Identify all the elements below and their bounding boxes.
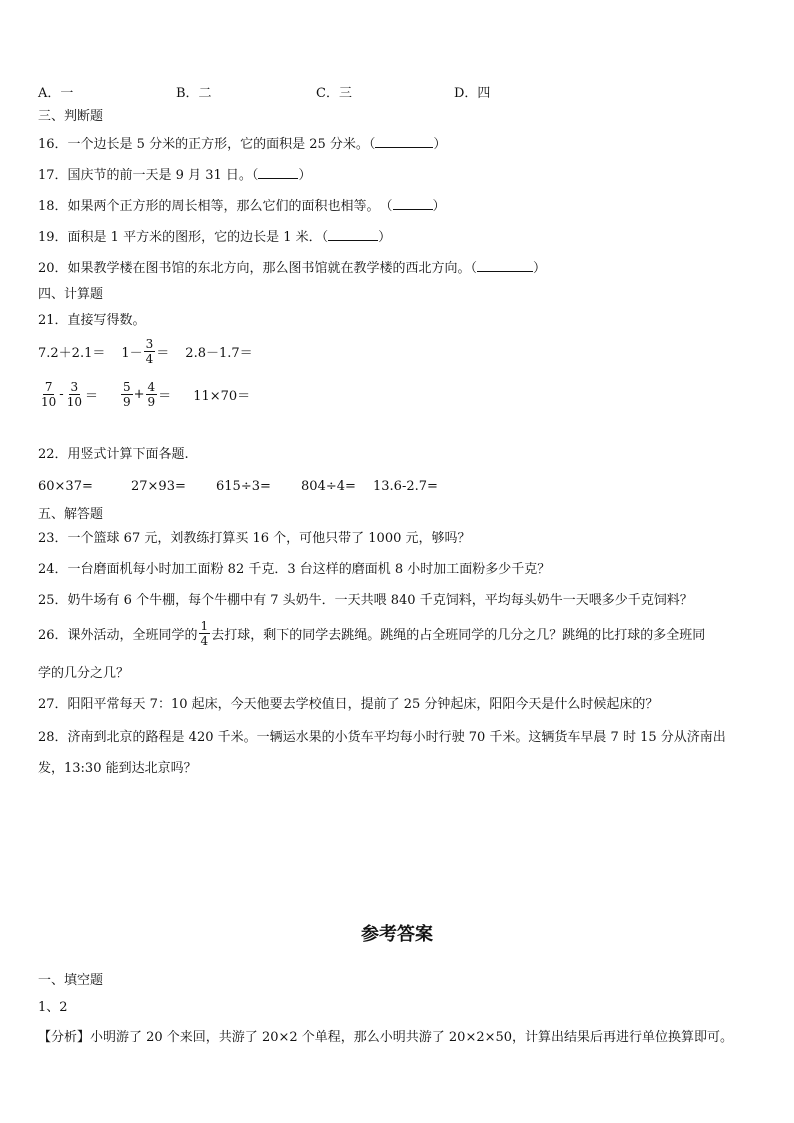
fraction-denominator: 9 bbox=[122, 395, 131, 409]
question-19-text: 19．面积是 1 平方米的图形，它的边长是 1 米．（ bbox=[38, 230, 329, 245]
question-18 bbox=[38, 197, 446, 216]
question-25: 25．奶牛场有 6 个牛棚，每个牛棚中有 7 头奶牛．一天共喂 840 千克饲料，平均每头奶牛一天喂多少千克饲料？ bbox=[38, 593, 693, 608]
answer-blank-18[interactable] bbox=[393, 197, 433, 210]
fraction-3-10 bbox=[65, 380, 84, 409]
fraction-denominator: 9 bbox=[147, 395, 156, 409]
equals-sign: ＝ bbox=[84, 389, 98, 404]
expr-5 bbox=[120, 380, 171, 409]
fraction-denominator: 4 bbox=[200, 634, 209, 648]
answer-blank-17[interactable] bbox=[258, 166, 298, 179]
equals-sign: ＝ bbox=[158, 389, 172, 404]
question-16 bbox=[38, 135, 446, 154]
vertical-calc-1: 60×37= bbox=[38, 479, 93, 494]
question-28-line2: 发，13:30 能到达北京吗？ bbox=[38, 761, 197, 776]
option-a: A．一 bbox=[38, 86, 74, 101]
question-19 bbox=[38, 228, 391, 247]
fraction-numerator: 4 bbox=[147, 380, 156, 394]
fraction-numerator: 3 bbox=[145, 337, 154, 351]
answer-blank-19[interactable] bbox=[328, 228, 378, 241]
fraction-numerator: 7 bbox=[44, 380, 53, 394]
answer-1: 1、2 bbox=[38, 1000, 68, 1015]
question-20-text: 20．如果教学楼在图书馆的东北方向，那么图书馆就在教学楼的西北方向。（ bbox=[38, 261, 478, 276]
fraction-denominator: 10 bbox=[41, 395, 57, 409]
question-24: 24．一台磨面机每小时加工面粉 82 千克．3 台这样的磨面机 8 小时加工面粉多少千克？ bbox=[38, 562, 551, 577]
fraction-7-10 bbox=[39, 380, 58, 409]
fraction-5-9 bbox=[121, 380, 133, 409]
vertical-calc-2: 27×93= bbox=[131, 479, 186, 494]
option-b: B．二 bbox=[176, 86, 212, 101]
question-16-text: 16．一个边长是 5 分米的正方形，它的面积是 25 分米。（ bbox=[38, 137, 376, 152]
option-d: D．四 bbox=[454, 86, 491, 101]
question-26-line2: 学的几分之几？ bbox=[38, 666, 130, 681]
expr-2 bbox=[121, 337, 169, 366]
expr-4 bbox=[38, 380, 98, 409]
fraction-denominator: 10 bbox=[66, 395, 82, 409]
section-solve-title: 五、解答题 bbox=[38, 507, 104, 522]
fraction-numerator: 3 bbox=[70, 380, 79, 394]
vertical-calc-3: 615÷3= bbox=[216, 479, 271, 494]
answer-section-1-title: 一、填空题 bbox=[38, 973, 104, 988]
close-paren: ） bbox=[378, 230, 392, 245]
fraction-3-4 bbox=[144, 337, 156, 366]
close-paren: ） bbox=[298, 168, 312, 183]
question-26 bbox=[38, 619, 705, 648]
plus-sign: + bbox=[133, 387, 145, 402]
expr-2-post: ＝ bbox=[156, 346, 170, 361]
close-paren: ） bbox=[433, 137, 447, 152]
fraction-4-9 bbox=[146, 380, 158, 409]
fraction-1-4 bbox=[199, 619, 211, 648]
answer-blank-16[interactable] bbox=[375, 135, 433, 148]
section-judgement-title: 三、判断题 bbox=[38, 109, 104, 124]
section-calc-title: 四、计算题 bbox=[38, 287, 104, 302]
fraction-numerator: 5 bbox=[122, 380, 131, 394]
fraction-denominator: 4 bbox=[145, 352, 154, 366]
close-paren: ） bbox=[533, 261, 547, 276]
answer-heading: 参考答案 bbox=[361, 924, 433, 945]
expr-6: 11×70＝ bbox=[193, 389, 251, 404]
question-20 bbox=[38, 259, 546, 278]
close-paren: ） bbox=[432, 199, 446, 214]
minus-sign: - bbox=[59, 387, 64, 402]
question-23: 23．一个篮球 67 元，刘教练打算买 16 个，可他只带了 1000 元，够吗？ bbox=[38, 531, 471, 546]
expr-1: 7.2＋2.1＝ bbox=[38, 346, 106, 361]
question-28-line1: 28．济南到北京的路程是 420 千米。一辆运水果的小货车平均每小时行驶 70 千米。这辆货车早晨 7 时 15 分从济南出 bbox=[38, 730, 726, 745]
question-27: 27．阳阳平常每天 7：10 起床，今天他要去学校值日，提前了 25 分钟起床，阳阳今天是什么时候起床的？ bbox=[38, 697, 659, 712]
expr-2-pre: 1－ bbox=[121, 346, 143, 361]
question-26-post: 去打球，剩下的同学去跳绳。跳绳的占全班同学的几分之几？跳绳的比打球的多全班同 bbox=[211, 628, 706, 643]
question-21-row-1 bbox=[38, 337, 253, 366]
question-17 bbox=[38, 166, 311, 185]
answer-blank-20[interactable] bbox=[477, 259, 533, 272]
question-21-row-2 bbox=[38, 380, 250, 409]
question-22-label: 22．用竖式计算下面各题. bbox=[38, 447, 189, 462]
fraction-numerator: 1 bbox=[200, 619, 209, 633]
question-21-label: 21．直接写得数。 bbox=[38, 313, 146, 328]
vertical-calc-4: 804÷4= bbox=[301, 479, 356, 494]
question-26-pre: 26．课外活动，全班同学的 bbox=[38, 628, 198, 643]
question-17-text: 17．国庆节的前一天是 9 月 31 日。（ bbox=[38, 168, 259, 183]
vertical-calc-5: 13.6-2.7= bbox=[373, 479, 438, 494]
expr-3: 2.8－1.7＝ bbox=[185, 346, 253, 361]
answer-1-analysis: 【分析】小明游了 20 个来回，共游了 20×2 个单程，那么小明共游了 20×2×50，计算出结果后再进行单位换算即可。 bbox=[38, 1030, 734, 1045]
option-c: C．三 bbox=[316, 86, 352, 101]
question-18-text: 18．如果两个正方形的周长相等，那么它们的面积也相等。 （ bbox=[38, 199, 393, 214]
